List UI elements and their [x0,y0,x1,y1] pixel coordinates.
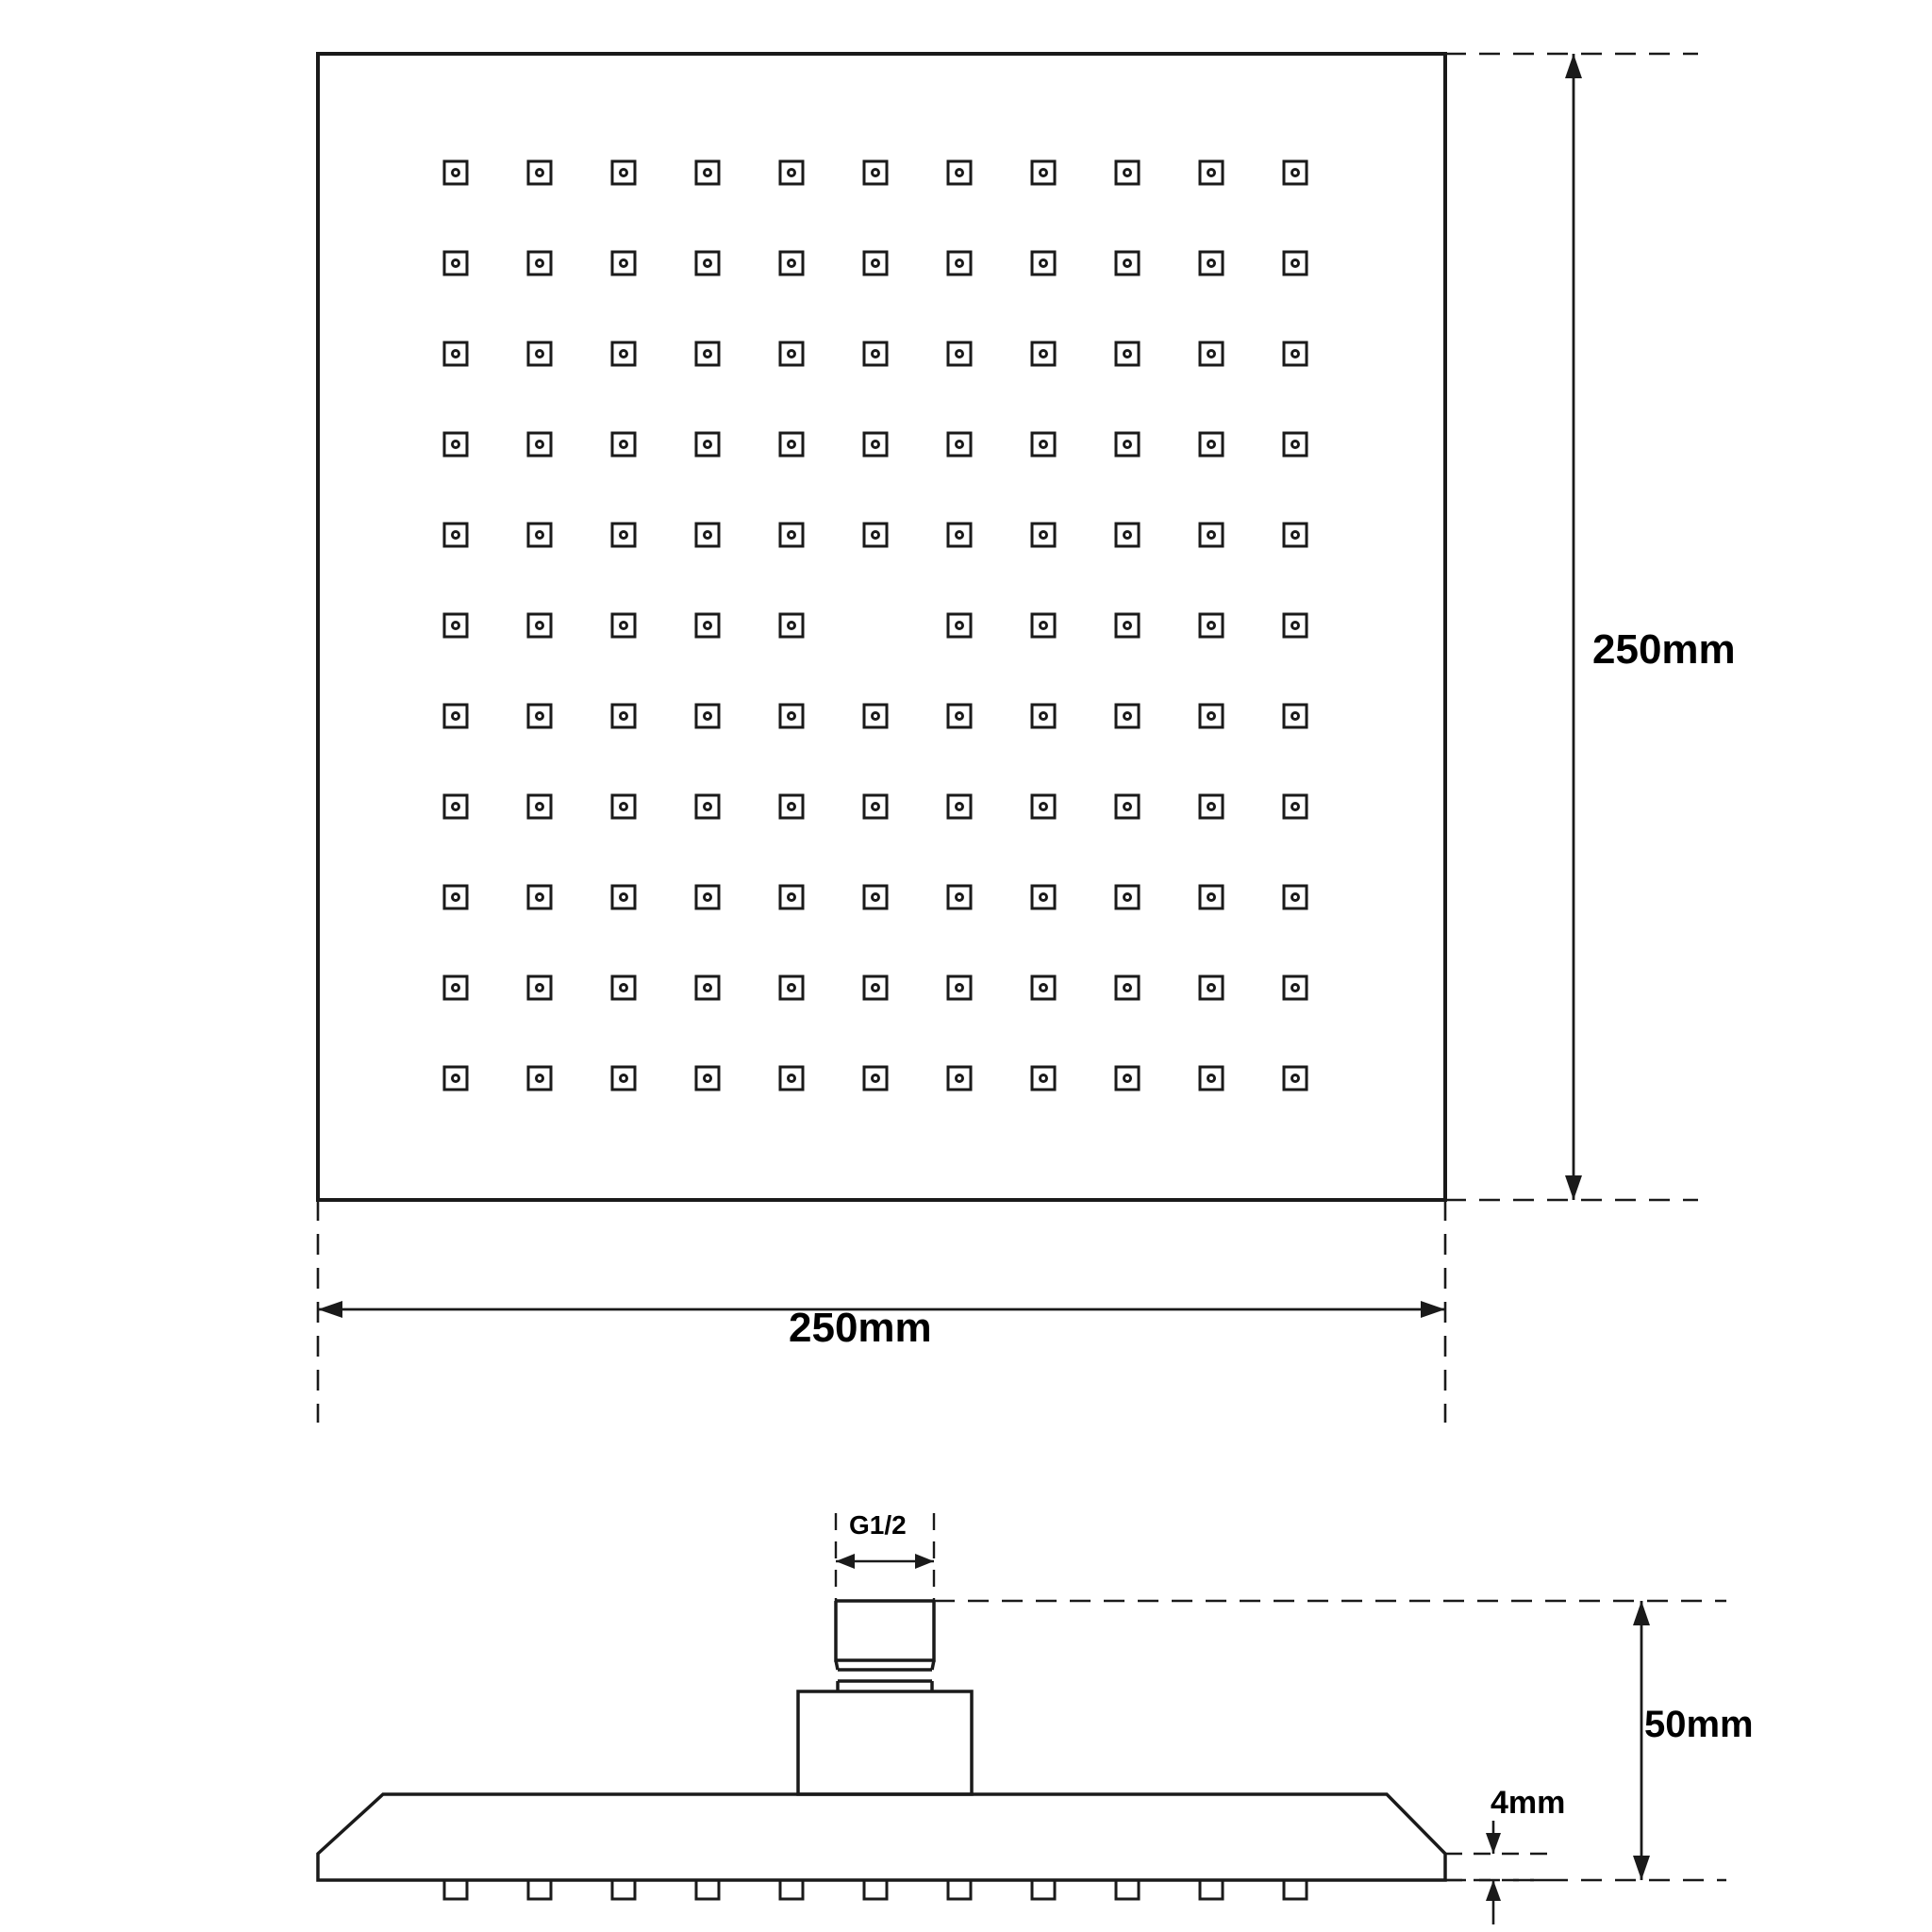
nozzle-grid [444,161,1307,1090]
depth-extension-lines [934,1601,1726,1880]
thread-dimension-line [836,1554,934,1569]
top-view-plate-outline [318,54,1445,1200]
side-view-inlet [836,1601,934,1691]
side-view-nozzle-stubs [444,1880,1307,1899]
dimension-label-thickness: 4mm [1491,1785,1566,1821]
dimension-label-depth: 50mm [1644,1704,1754,1745]
side-view-mount-block [798,1691,972,1794]
thickness-extension-lines [1445,1854,1547,1880]
side-view-body-profile [318,1794,1445,1880]
thickness-dimension-line [1486,1821,1501,1924]
height-dimension-line [1565,54,1582,1200]
dimension-label-width: 250mm [789,1305,932,1351]
dimension-label-height: 250mm [1592,626,1736,673]
dimension-label-thread: G1/2 [849,1510,907,1540]
